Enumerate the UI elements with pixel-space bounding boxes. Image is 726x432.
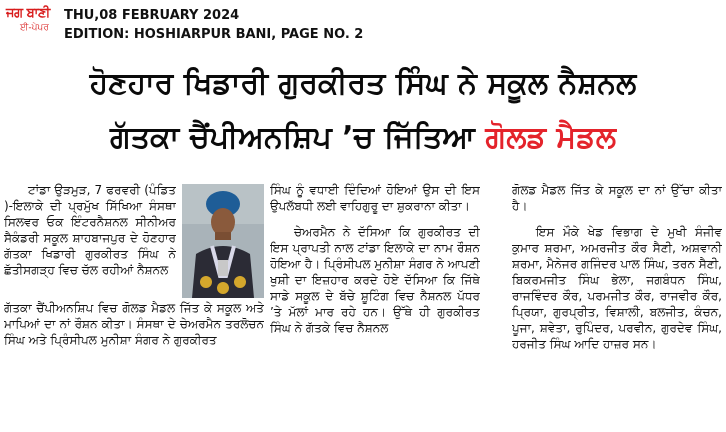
logo-subtext: ਈ-ਪੇਪਰ <box>20 23 49 33</box>
article-paragraph-2: ਸਿੰਘ ਨੂੰ ਵਧਾਈ ਦਿੰਦਿਆਂ ਹੋਇਆਂ ਉਸ ਦੀ ਇਸ ਉਪਲੱਬਧੀ ਲਈ ਵਾਹਿਗੁਰੂ ਦਾ ਸ਼ੁਕਰਾਨਾ ਕੀਤਾ। <box>270 183 480 213</box>
article-paragraph-1: ਟਾਂਡਾ ਉੜਮੁੜ, 7 ਫਰਵਰੀ (ਪੰਡਿਤ )-ਇਲਾਕੇ ਦੀ ਪ੍ਰਮੁੱਖ ਸਿੱਖਿਆ ਸੰਸਥਾ ਸਿਲਵਰ ਓਕ ਇੰਟਰਨੈਸ਼ਨਲ ਸੀਨੀਅਰ ਸੈਕੰਡਰੀ ਸਕੂਲ ਸ਼ਾਹਬਾਜਪੁਰ ਦੇ ਹੋਣਹਾਰ ਗੱਤਕਾ ਖਿਡਾਰੀ ਗੁਰਕੀਰਤ ਸਿੰਘ ਨੇ ਛੱਤੀਸਗੜ੍ਹ ਵਿਚ ਚੱਲ ਰਹੀਆਂ ਨੈਸ਼ਨਲ <box>4 183 176 277</box>
athlete-photo <box>182 184 264 298</box>
headline-line-1: ਹੋਣਹਾਰ ਖਿਡਾਰੀ ਗੁਰਕੀਰਤ ਸਿੰਘ ਨੇ ਸਕੂਲ ਨੈਸ਼ਨਲ <box>89 66 637 101</box>
masthead <box>0 0 726 56</box>
logo-text: ਜਗ ਬਾਣੀ <box>6 6 50 21</box>
headline-line-2 <box>0 118 726 158</box>
edition-meta <box>64 6 363 44</box>
paragraph-gap <box>512 214 722 224</box>
article-column-3 <box>512 182 722 432</box>
article-paragraph-3: ਚੇਅਰਮੈਨ ਨੇ ਦੱਸਿਆ ਕਿ ਗੁਰਕੀਰਤ ਦੀ ਇਸ ਪ੍ਰਾਪਤੀ ਨਾਲ ਟਾਂਡਾ ਇਲਾਕੇ ਦਾ ਨਾਮ ਰੌਸ਼ਨ ਹੋਇਆ ਹੈ। ਪ੍ਰਿੰਸੀਪਲ ਮੁਨੀਸ਼ਾ ਸੰਗਰ ਨੇ ਆਪਣੀ ਖੁਸ਼ੀ ਦਾ ਇਜ਼ਹਾਰ ਕਰਦੇ ਹੋਏ ਦੱਸਿਆ ਕਿ ਜਿੱਥੇ ਸਾਡੇ ਸਕੂਲ ਦੇ ਬੱਚੇ ਸ਼ੂਟਿੰਗ ਵਿਚ ਨੈਸ਼ਨਲ ਪੱਧਰ ’ਤੇ ਮੱਲਾਂ ਮਾਰ ਰਹੇ ਹਨ। ਉੱਥੇ ਹੀ ਗੁਰਕੀਰਤ ਸਿੰਘ ਨੇ ਗੱਤਕੇ ਵਿਚ ਨੈਸ਼ਨਲ <box>270 225 480 335</box>
paragraph-gap <box>270 214 480 224</box>
edition-line: EDITION: HOSHIARPUR BANI, PAGE NO. 2 <box>64 27 364 42</box>
athlete-photo-icon <box>182 184 264 298</box>
headline-line-2-black: ਗੱਤਕਾ ਚੈਂਪੀਅਨਸ਼ਿਪ ’ਚ ਜਿੱਤਿਆ <box>109 120 486 155</box>
jagbani-logo[interactable] <box>6 6 58 50</box>
article-paragraph-4: ਗੋਲਡ ਮੈਡਲ ਜਿੱਤ ਕੇ ਸਕੂਲ ਦਾ ਨਾਂ ਉੱਚਾ ਕੀਤਾ ਹੈ। <box>512 183 722 213</box>
headline <box>0 56 726 176</box>
article-paragraph-1-cont: ਗੱਤਕਾ ਚੈਂਪੀਅਨਸ਼ਿਪ ਵਿਚ ਗੋਲਡ ਮੈਡਲ ਜਿੱਤ ਕੇ ਸਕੂਲ ਅਤੇ ਮਾਪਿਆਂ ਦਾ ਨਾਂ ਰੌਸ਼ਨ ਕੀਤਾ। ਸੰਸਥਾ ਦੇ ਚੇਅਰਮੈਨ ਤਰਲੋਚਨ ਸਿੰਘ ਅਤੇ ਪ੍ਰਿੰਸੀਪਲ ਮੁਨੀਸ਼ਾ ਸੰਗਰ ਨੇ ਗੁਰਕੀਰਤ <box>4 301 264 347</box>
date-line: THU,08 FEBRUARY 2024 <box>64 8 240 23</box>
article-column-2 <box>270 182 480 432</box>
article-column-1-lower <box>4 300 264 432</box>
headline-line-2-red: ਗੋਲਡ ਮੈਡਲ <box>485 120 617 155</box>
article-paragraph-5: ਇਸ ਮੌਕੇ ਖੇਡ ਵਿਭਾਗ ਦੇ ਮੁਖੀ ਸੰਜੀਵ ਕੁਮਾਰ ਸ਼ਰਮਾ, ਅਮਰਜੀਤ ਕੌਰ ਸੈਣੀ, ਅਸ਼ਵਾਨੀ ਸ਼ਰਮਾ, ਮੈਨੇਜਰ ਗਜਿੰਦਰ ਪਾਲ ਸਿੰਘ, ਤਰਨ ਸੈਣੀ, ਬਿਕਰਮਜੀਤ ਸਿੰਘ ਭੇਲਾ, ਜਗਬੰਧਨ ਸਿੰਘ, ਰਾਜਵਿੰਦਰ ਕੌਰ, ਪਰਮਜੀਤ ਕੌਰ, ਰਾਜਵੀਰ ਕੌਰ, ਪ੍ਰਿਯਾ, ਗੁਰਪ੍ਰੀਤ, ਵਿਸ਼ਾਲੀ, ਬਲਜੀਤ, ਕੰਚਨ, ਪੂਜਾ, ਸ਼ਵੇਤਾ, ਰੁਪਿੰਦਰ, ਪਰਵੀਨ, ਗੁਰਦੇਵ ਸਿੰਘ, ਹਰਜੀਤ ਸਿੰਘ ਆਦਿ ਹਾਜ਼ਰ ਸਨ। <box>512 225 722 351</box>
